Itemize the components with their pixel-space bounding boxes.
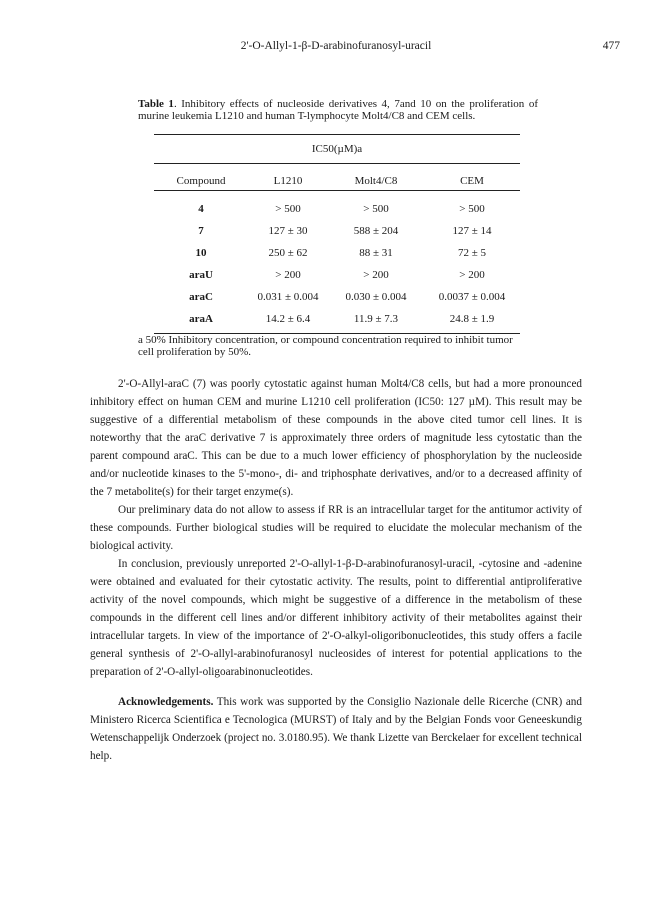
column-header: Compound [176,175,226,187]
table-row [154,264,520,286]
column-header: L1210 [273,175,303,187]
compound-cell: 10 [195,247,207,259]
value-cell: 0.031 ± 0.004 [257,291,319,303]
value-cell: 72 ± 5 [457,247,487,259]
value-cell: 250 ± 62 [268,247,308,259]
value-cell: 14.2 ± 6.4 [265,313,311,325]
value-cell: > 200 [363,269,389,281]
value-cell: > 500 [459,203,485,215]
table-row [154,308,520,330]
value-cell: 0.0037 ± 0.004 [438,291,506,303]
value-cell: 0.030 ± 0.004 [345,291,407,303]
compound-cell: araA [189,313,213,325]
running-head [0,40,672,56]
value-cell: 127 ± 14 [452,225,492,237]
column-header: CEM [460,175,484,187]
table-row [154,220,520,242]
table-caption-text: . Inhibitory effects of nucleoside derivatives 4, 7and 10 on the proliferation of murine leukemia L1210 and human T-lymphocyte Molt4/C8 and CEM cells. [138,98,539,122]
body-text [90,375,582,681]
running-title: 2'-O-Allyl-1-β-D-arabinofuranosyl-uracil [240,40,432,52]
compound-cell: 7 [198,225,204,237]
data-table [154,172,520,330]
column-header: Molt4/C8 [354,175,398,187]
value-cell: 88 ± 31 [359,247,393,259]
paragraph: In conclusion, previously unreported 2'-O-allyl-1-β-D-arabinofuranosyl-uracil, -cytosine and -adenine were obtained and evaluated for their cytostatic activity. The results, point to differential antiproliferative activity of the novel compounds, which might be suggestive of a difference in the metabolism of these compounds in the different cell lines and/or different inhibitory activity of their metabolites against their intracellular targets. In view of the importance of 2'-O-alkyl-oligoribonucleotides, this study offers a facile general synthesis of 2'-O-allyl-arabinofuranosyl nucleosides of interest for potential applications to the preparation of 2'-O-allyl-oligoarabinonucleotides. [90,558,582,678]
table-row [154,198,520,220]
ic50-spanner: IC50(µM)a [311,143,363,155]
value-cell: 588 ± 204 [353,225,399,237]
table-row [154,242,520,264]
page-number: 477 [602,40,620,52]
value-cell: > 500 [275,203,301,215]
value-cell: > 500 [363,203,389,215]
value-cell: > 200 [275,269,301,281]
header-bottom-rule [154,190,520,191]
header-row [154,172,520,190]
table-top-rule [154,134,520,135]
table-caption [138,99,538,122]
value-cell: 24.8 ± 1.9 [449,313,495,325]
value-cell: 127 ± 30 [268,225,308,237]
table-footnote: a 50% Inhibitory concentration, or compound concentration required to inhibit tumor cell proliferation by 50%. [138,334,513,358]
value-cell: > 200 [459,269,485,281]
compound-cell: araU [189,269,213,281]
compound-cell: 4 [198,203,204,215]
acknowledgements-text: This work was supported by the Consiglio Nazionale delle Ricerche (CNR) and Ministero Ricerca Scientifica e Tecnologica (MURST) of Italy and by the Belgian Fonds voor Geneeskundig Wetenschappelijk Onderzoek (project no. 3.0180.95). We thank Lizette van Berckelaer for excellent technical help. [90,696,582,762]
table-row [154,286,520,308]
compound-cell: araC [189,291,213,303]
spanner-rule [154,163,520,164]
acknowledgements [90,693,582,765]
paragraph: 2'-O-Allyl-araC (7) was poorly cytostatic against human Molt4/C8 cells, but had a more pronounced inhibitory effect on human CEM and murine L1210 cell proliferation (IC50: 127 µM). This result may be suggestive of a differential metabolism of these compounds in the above cited tumor cell lines. It is noteworthy that the araC derivative 7 is approximately three orders of magnitude less cytostatic than the parent compound araC. This can be due to a much lower efficiency of phosphorylation by the nucleoside and/or nucleotide kinases to the 5'-mono-, di- and triphosphate derivatives, and/or to a decreased affinity of the 7 metabolite(s) for their target enzyme(s). [90,378,582,498]
acknowledgements-label: Acknowledgements. [118,696,214,708]
paragraph: Our preliminary data do not allow to assess if RR is an intracellular target for the antitumor activity of these compounds. Further biological studies will be required to elucidate the molecular mechanism of the biological activity. [90,504,582,552]
value-cell: 11.9 ± 7.3 [353,313,399,325]
table-label: Table 1 [138,98,174,110]
